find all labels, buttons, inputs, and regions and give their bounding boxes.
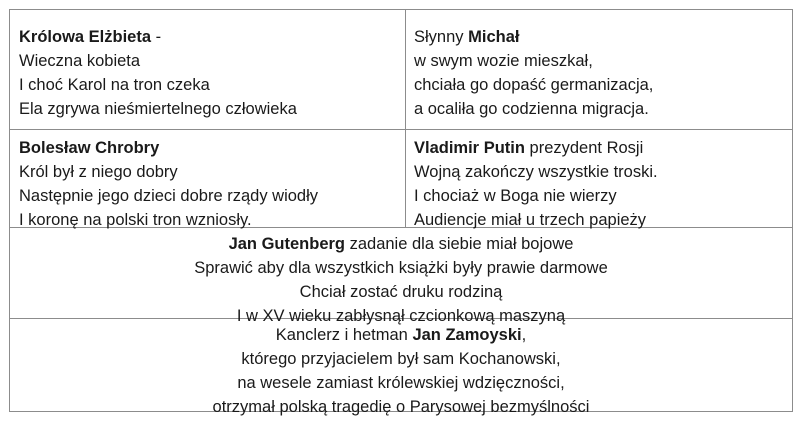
poem-line: Ela zgrywa nieśmiertelnego człowieka <box>19 100 297 118</box>
poem-title-bold: Jan Zamoyski <box>412 326 522 344</box>
poem-cell-zamoyski <box>10 319 792 416</box>
poem-title <box>414 25 784 49</box>
poem-title-pre: Słynny <box>414 28 469 46</box>
poem-line: I chociaż w Boga nie wierzy <box>414 187 617 205</box>
poem-line: Sprawić aby dla wszystkich książki były prawie darmowe <box>194 259 608 277</box>
poem-line: Wieczna kobieta <box>19 52 141 70</box>
poem-line: I koronę na polski tron wzniosły. <box>19 211 252 229</box>
poem-title-rest: zadanie dla siebie miał bojowe <box>345 235 574 253</box>
poem-line: chciała go dopaść germanizacja, <box>414 76 654 94</box>
poem-title-bold: Królowa Elżbieta <box>19 28 152 46</box>
poem-title-pre: Kanclerz i hetman <box>275 326 413 344</box>
poem-title <box>19 25 397 49</box>
poem-title <box>18 232 784 256</box>
poem-title-bold: Jan Gutenberg <box>228 235 346 253</box>
poem-cell-chrobry <box>10 130 406 227</box>
poem-cell-michal <box>406 10 792 129</box>
poem-title-bold: Bolesław Chrobry <box>19 139 160 157</box>
poem-title-rest: prezydent Rosji <box>524 139 644 157</box>
poem-line: którego przyjacielem był sam Kochanowski, <box>241 350 561 368</box>
poem-line: Wojną zakończy wszystkie troski. <box>414 163 658 181</box>
poem-line: otrzymał polską tragedię o Parysowej bezmyślności <box>212 398 590 416</box>
poem-cell-elzbieta <box>10 10 406 129</box>
poem-line: na wesele zamiast królewskiej wdzięczności, <box>237 374 565 392</box>
poem-line: a ocaliła go codzienna migracja. <box>414 100 649 118</box>
poem-cell-putin <box>406 130 792 227</box>
poem-title <box>414 136 784 160</box>
poem-line: Audiencje miał u trzech papieży <box>414 211 647 229</box>
poem-title <box>19 136 397 160</box>
table-row <box>10 10 792 130</box>
poem-line: Chciał zostać druku rodziną <box>299 283 503 301</box>
table-row <box>10 319 792 416</box>
table-row <box>10 228 792 325</box>
poem-line: Król był z niego dobry <box>19 163 178 181</box>
poem-title-bold: Vladimir Putin <box>414 139 525 157</box>
table-row <box>10 130 792 228</box>
poem-title <box>18 323 784 347</box>
poem-cell-gutenberg <box>10 228 792 325</box>
poem-table <box>9 9 793 416</box>
poem-line: w swym wozie mieszkał, <box>414 52 593 70</box>
poem-title-rest: , <box>521 326 527 344</box>
poem-line: I choć Karol na tron czeka <box>19 76 210 94</box>
poem-title-bold: Michał <box>468 28 520 46</box>
poem-line: I w XV wieku zabłysnął czcionkową maszyną <box>236 307 566 325</box>
poem-title-rest: - <box>151 28 162 46</box>
poem-line: Następnie jego dzieci dobre rządy wiodły <box>19 187 318 205</box>
